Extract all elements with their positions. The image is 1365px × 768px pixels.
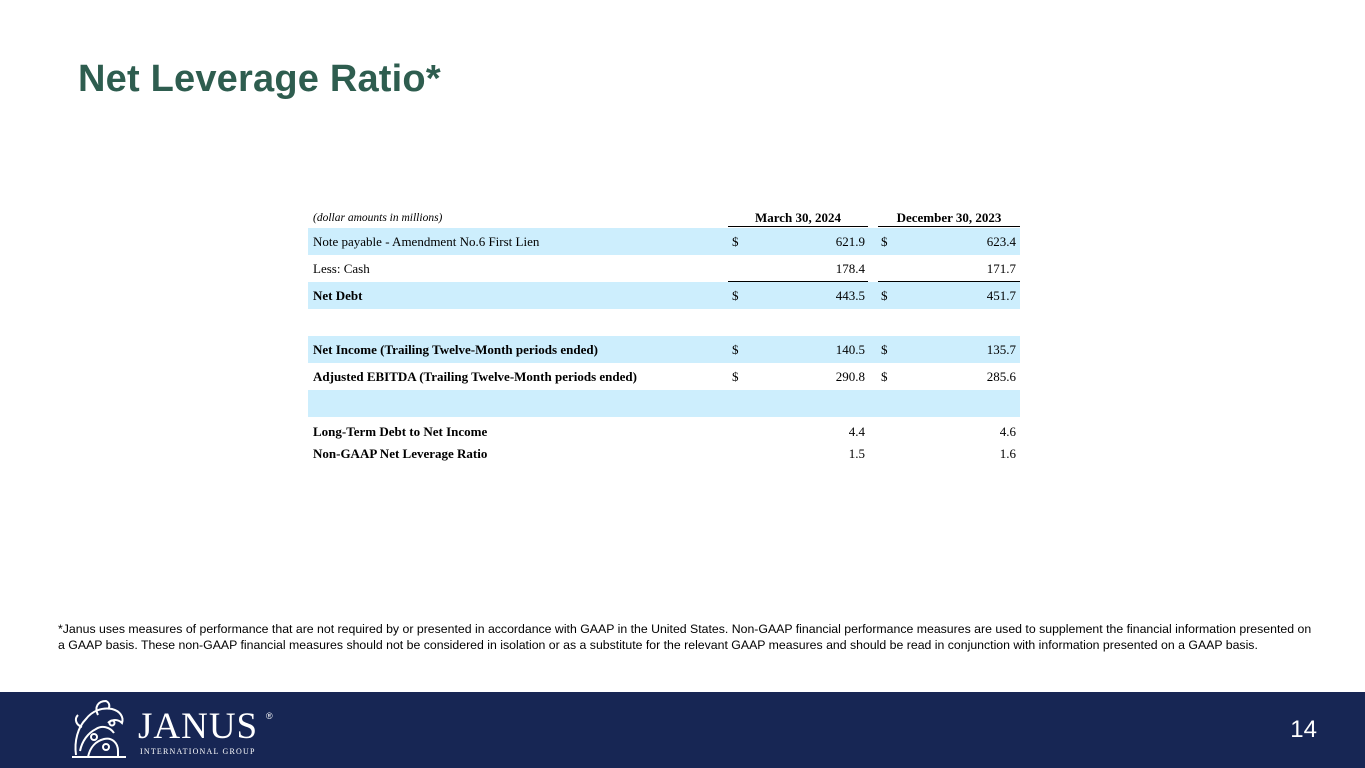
value-december-2023: 135.7 <box>986 342 1016 357</box>
currency-symbol: $ <box>881 234 888 249</box>
table-row-adjusted-ebitda <box>308 363 1020 390</box>
value-december-2023: 451.7 <box>986 288 1016 303</box>
value-december-2023: 285.6 <box>986 369 1016 384</box>
currency-symbol: $ <box>732 342 739 357</box>
page-number: 14 <box>1290 716 1317 743</box>
table-row-net-leverage-ratio <box>308 443 1020 465</box>
value-december-2023: 623.4 <box>986 234 1016 249</box>
currency-symbol: $ <box>732 369 739 384</box>
currency-symbol: $ <box>732 234 739 249</box>
registered-mark: ® <box>266 711 273 721</box>
value-december-2023: 171.7 <box>986 261 1016 276</box>
value-march-2024: 621.9 <box>835 234 865 249</box>
row-label: Net Debt <box>313 288 363 303</box>
janus-emblem-icon <box>68 697 130 761</box>
units-note: (dollar amounts in millions) <box>313 212 443 224</box>
value-march-2024: 140.5 <box>835 342 865 357</box>
gaap-footnote: *Janus uses measures of performance that are not required by or presented in accordance with GAAP in the United States. Non-GAAP financial performance measures are used to supplement the financial information presented on a GAAP basis. These non-GAAP financial measures should not be considered in isolation or as a substitute for the relevant GAAP measures and should be read in conjunction with information presented on a GAAP basis. <box>58 622 1312 652</box>
currency-symbol: $ <box>881 369 888 384</box>
value-march-2024: 1.5 <box>848 446 865 461</box>
currency-symbol: $ <box>881 288 888 303</box>
page-title: Net Leverage Ratio* <box>78 58 441 100</box>
spacer-row-shaded <box>308 390 1020 417</box>
value-march-2024: 178.4 <box>835 261 865 276</box>
table-row-debt-to-net-income <box>308 421 1020 443</box>
value-december-2023: 4.6 <box>999 424 1016 439</box>
net-leverage-table <box>308 208 1020 465</box>
row-label: Less: Cash <box>313 261 370 276</box>
row-label: Net Income (Trailing Twelve-Month periods ended) <box>313 342 598 357</box>
value-march-2024: 443.5 <box>835 288 865 303</box>
janus-wordmark: JANUS <box>138 706 259 747</box>
table-header-row <box>308 208 1020 228</box>
value-march-2024: 290.8 <box>835 369 865 384</box>
column-header-march-2024: March 30, 2024 <box>728 208 868 227</box>
row-label: Non-GAAP Net Leverage Ratio <box>313 446 488 461</box>
spacer-row <box>308 309 1020 336</box>
column-header-december-2023: December 30, 2023 <box>878 208 1020 227</box>
row-label: Note payable - Amendment No.6 First Lien <box>313 234 540 249</box>
currency-symbol: $ <box>881 342 888 357</box>
table-row-net-income <box>308 336 1020 363</box>
row-label: Adjusted EBITDA (Trailing Twelve-Month periods ended) <box>313 369 637 384</box>
currency-symbol: $ <box>732 288 739 303</box>
table-row-note-payable <box>308 228 1020 255</box>
value-march-2024: 4.4 <box>848 424 865 439</box>
janus-logo <box>68 697 278 761</box>
row-label: Long-Term Debt to Net Income <box>313 424 488 439</box>
table-row-net-debt <box>308 282 1020 309</box>
table-row-less-cash <box>308 255 1020 282</box>
value-december-2023: 1.6 <box>999 446 1016 461</box>
footer-bar <box>0 692 1365 768</box>
janus-subtitle: INTERNATIONAL GROUP <box>140 747 256 756</box>
